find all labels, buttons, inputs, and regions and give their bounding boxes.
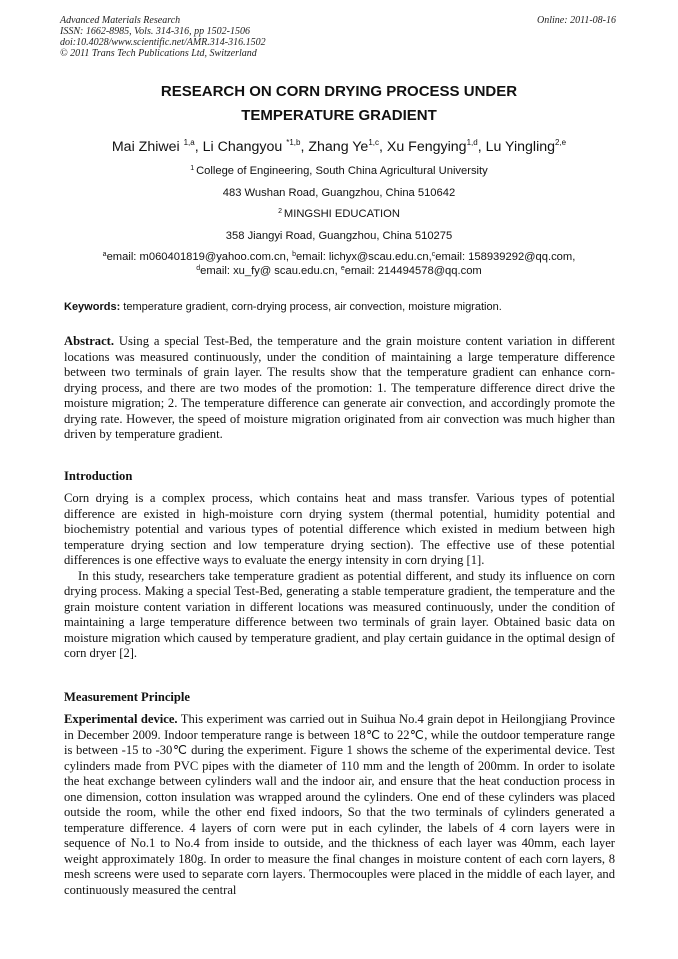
email-mark: b [292,251,296,258]
author-name: Mai Zhiwei [111,139,184,155]
abstract-label: Abstract. [64,334,115,348]
doi-line: doi:10.4028/www.scientific.net/AMR.314-316.1502 [60,37,266,48]
author-name: Lu Yingling [485,139,555,155]
paper-title-line-1: RESEARCH ON CORN DRYING PROCESS UNDER [160,83,518,100]
experimental-device-text: This experiment was carried out in Suihua No.4 grain depot in Heilongjiang Province in December 2009. Indoor temperature range is between 18℃ to 22℃, while the outdoor temperature range is between -15 to -30℃ during the experiment. Figure 1 shows the scheme of the experimental device. Test cylinders made from PVC pipes with the diameter of 110 mm and the length of 200mm. In order to isolate the heat exchange between cylinders wall and the indoor air, and ensure that the heat conduction process in one dimension, cotton insulation was wrapped around the cylinders. One end of these cylinders was placed outside the room, while the other end fixed indoors, So that the two terminals of cylinders generated a temperature difference. 4 layers of corn were put in each cylinder, the labels of 4 corn layers were in sequence of No.1 to No.4 from inside to outside, and the thickness of each layer was 40mm, each layer weight approximately 180g. In order to measure the final changes in moisture content of each corn layers, 8 mesh screens were used to separate corn layers. Thermocouples were placed in the middle of each layer, and continuously measured the central [64,712,615,898]
introduction-body [64,491,615,662]
copyright-line: © 2011 Trans Tech Publications Ltd, Switzerland [60,48,257,59]
email-text: email: 214494578@qq.com [344,265,482,277]
author-list [0,137,678,157]
affiliation-1-name [0,164,678,178]
experimental-device-label: Experimental device. [64,712,178,726]
measurement-body [64,712,615,899]
affiliation-1-address: 483 Wushan Road, Guangzhou, China 510642 [222,187,456,199]
email-mark: a [102,251,107,258]
author-affiliation-mark: 1,a [183,138,195,147]
keywords-text: temperature gradient, corn-drying process, air convection, moisture migration. [120,301,502,313]
journal-name: Advanced Materials Research [60,15,181,26]
author-name: Li Changyou [202,139,287,155]
affiliation-mark: 2 [278,208,284,215]
section-heading-measurement-principle: Measurement Principle [64,690,191,704]
affiliation-2-address: 358 Jiangyi Road, Guangzhou, China 510275 [225,230,453,242]
author-name: Zhang Ye [308,139,369,155]
paper-title-line-2: TEMPERATURE GRADIENT [241,107,437,124]
email-text: email: 158939292@qq.com, [435,251,576,263]
section-heading-introduction: Introduction [64,469,133,483]
affiliation-2-name [0,207,678,221]
online-date: Online: 2011-08-16 [537,15,616,26]
email-mark: e [340,265,345,272]
author-affiliation-mark: 1,c [368,138,379,147]
email-mark: d [196,265,201,272]
introduction-paragraph-2: In this study, researchers take temperature gradient as potential different, and study its influence on corn drying process. Making a special Test-Bed, generating a stable temperature gradient, the temperature and the grain moisture content variation in different locations was measured continuously, under the condition of maintaining a large temperature difference between two terminals of grain layer. Obtained basic data on moisture migration which caused by temperature gradient, and play certain guidance in the optimal design of corn dryer [2]. [64,568,615,661]
affiliation-text: MINGSHI EDUCATION [283,208,400,220]
author-affiliation-mark: 2,e [555,138,567,147]
affiliation-mark: 1 [190,165,197,172]
author-affiliation-mark: *1,b [286,138,301,147]
keywords [64,300,502,314]
abstract [64,334,615,443]
email-line-2 [0,264,678,278]
author-affiliation-mark: 1,d [466,138,478,147]
journal-header [60,15,266,59]
email-text: email: lichyx@scau.edu.cn, [295,251,432,263]
author-separator: , [300,139,309,155]
issn-line: ISSN: 1662-8985, Vols. 314-316, pp 1502-1506 [60,26,250,37]
email-text: email: m060401819@yahoo.com.cn, [106,251,293,263]
author-name: Xu Fengying [386,139,467,155]
author-separator: , [194,139,203,155]
introduction-paragraph-1: Corn drying is a complex process, which contains heat and mass transfer. Various types of potential difference are existed in high-moisture corn drying system (thermal potential, humidity potential and biochemistry potential and various types of potential difference which existed in medium between high temperature drying section and low temperature drying section). The effective use of these potential differences is one effective ways to evaluate the energy intensity in corn drying [1]. [64,491,615,568]
affiliation-text: College of Engineering, South China Agricultural University [196,165,488,177]
email-mark: c [431,251,436,258]
author-separator: , [477,139,486,155]
author-separator: , [379,139,387,155]
email-line-1 [0,250,678,264]
abstract-text: Using a special Test-Bed, the temperature and the grain moisture content variation in different locations was measured continuously, under the condition of maintaining a large temperature difference between two terminals of grain layer. The results show that the temperature gradient can enhance corn-drying process, and there are two modes of the promotion: 1. The temperature difference direct drive the moisture migration; 2. The temperature difference can generate air convection, and accordingly promote the drying rate. However, the speed of moisture migration originated from air convection was much higher than driven by temperature gradient. [64,334,615,442]
keywords-label: Keywords: [64,301,121,313]
email-text: email: xu_fy@ scau.edu.cn, [200,265,341,277]
